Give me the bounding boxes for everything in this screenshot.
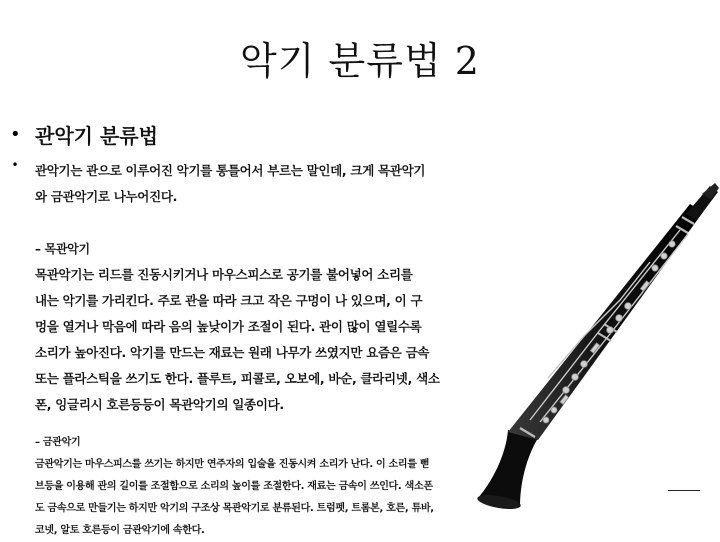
brass-line: 브등을 이용해 관의 길이를 조절함으로 소리의 높이를 조절한다. 재료는 금속이 쓰인다. 색소폰 (35, 481, 433, 492)
brass-line: 코넷, 알토 호른등이 금관악기에 속한다. (35, 525, 205, 536)
woodwind-line: 또는 플라스틱을 쓰기도 한다. 플루트, 피콜로, 오보에, 바순, 클라리넷, 색소 (35, 371, 440, 386)
woodwind-line: 멍을 열거나 막음에 따라 음의 높낮이가 조절이 된다. 관이 많이 열릴수록 (35, 319, 422, 334)
brass-line: 금관악기는 마우스피스를 쓰기는 하지만 연주자의 입술을 진동시켜 소리가 난다. 이 소리를 뻗 (35, 459, 430, 470)
section-heading: 관악기 분류법 (35, 124, 158, 148)
woodwind-line: 목관악기는 리드를 진동시키거나 마우스피스로 공기를 불어넣어 소리를 (35, 267, 413, 282)
slide-title: 악기 분류법 2 (240, 39, 480, 83)
intro-line: 와 금관악기로 나누어진다. (35, 189, 178, 204)
bullet-dot: • (11, 158, 19, 172)
intro-line: 관악기는 관으로 이루어진 악기를 통틀어서 부르는 말인데, 크게 목관악기 (35, 163, 426, 178)
woodwind-heading: – 목관악기 (35, 242, 90, 256)
woodwind-line: 소리가 높아진다. 악기를 만드는 재료는 원래 나무가 쓰였지만 요즘은 금속 (35, 345, 430, 360)
bullet-dot: • (10, 124, 21, 145)
brass-heading: – 금관악기 (35, 437, 81, 448)
woodwind-line: 폰, 잉글리시 호른등등이 목관악기의 일종이다. (35, 397, 284, 412)
woodwind-line: 내는 악기를 가리킨다. 주로 관을 따라 크고 작은 구멍이 나 있으며, 이 구 (35, 293, 423, 308)
brass-line: 도 금속으로 만들기는 하지만 악기의 구조상 목관악기로 분류된다. 트럼펫, 트롬본, 호른, 튜바, (35, 503, 434, 514)
